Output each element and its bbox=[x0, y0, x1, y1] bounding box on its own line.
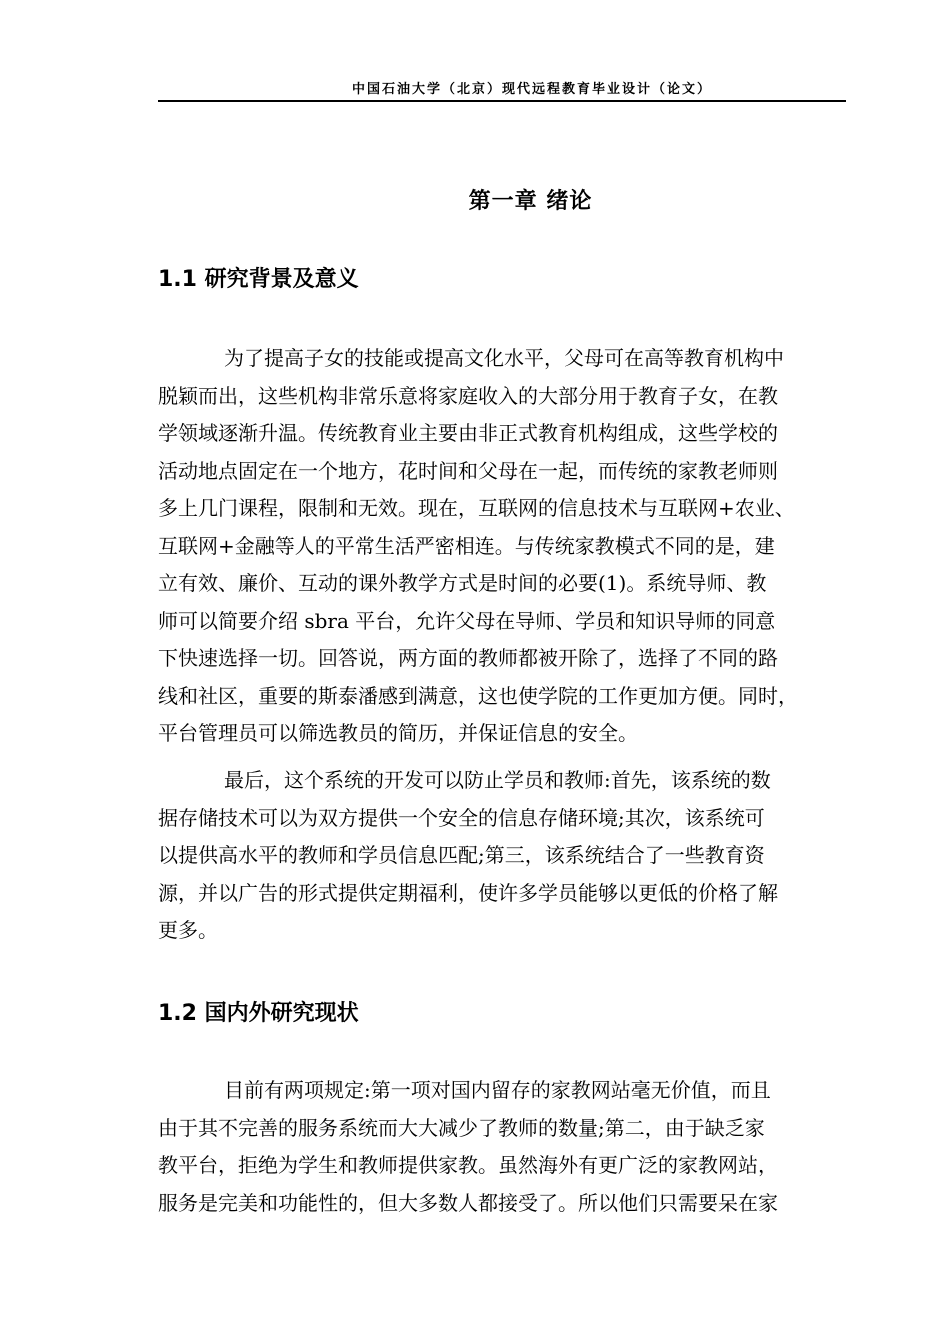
paragraph-background-2 bbox=[158, 762, 858, 950]
paragraph-line: 最后，这个系统的开发可以防止学员和教师:首先，该系统的数 bbox=[224, 768, 771, 792]
paragraph-research-status bbox=[158, 1072, 858, 1222]
paragraph-line: 活动地点固定在一个地方，花时间和父母在一起，而传统的家教老师则 bbox=[158, 458, 778, 483]
paragraph-line: 更多。 bbox=[158, 918, 218, 942]
paragraph-line: 服务是完美和功能性的，但大多数人都接受了。所以他们只需要呆在家 bbox=[158, 1190, 778, 1215]
page-header-text: 中国石油大学（北京）现代远程教育毕业设计（论文） bbox=[351, 82, 712, 97]
paragraph-line: 立有效、廉价、互动的课外教学方式是时间的必要(1)。系统导师、教 bbox=[158, 571, 767, 595]
section-heading-1-2: 1.2 国内外研究现状 bbox=[158, 1001, 359, 1026]
paragraph-line: 学领域逐渐升温。传统教育业主要由非正式教育机构组成，这些学校的 bbox=[158, 421, 778, 445]
paragraph-line: 多上几门课程，限制和无效。现在，互联网的信息技术与互联网+农业、 bbox=[158, 496, 795, 520]
paragraph-background-1 bbox=[158, 340, 858, 753]
paragraph-line: 为了提高子女的技能或提高文化水平，父母可在高等教育机构中 bbox=[224, 346, 784, 370]
section-heading-1-1: 1.1 研究背景及意义 bbox=[158, 267, 359, 292]
paragraph-line: 平台管理员可以筛选教员的简历，并保证信息的安全。 bbox=[158, 721, 638, 745]
paragraph-line: 目前有两项规定:第一项对国内留存的家教网站毫无价值，而且 bbox=[224, 1078, 771, 1102]
paragraph-line: 源，并以广告的形式提供定期福利，使许多学员能够以更低的价格了解 bbox=[158, 880, 778, 905]
paragraph-line: 由于其不完善的服务系统而大大减少了教师的数量;第二，由于缺乏家 bbox=[158, 1115, 765, 1140]
paragraph-line: 教平台，拒绝为学生和教师提供家教。虽然海外有更广泛的家教网站， bbox=[158, 1153, 778, 1177]
paragraph-line: 据存储技术可以为双方提供一个安全的信息存储环境;其次，该系统可 bbox=[158, 805, 765, 830]
paragraph-line: 以提供高水平的教师和学员信息匹配;第三，该系统结合了一些教育资 bbox=[158, 843, 765, 867]
paragraph-line: 脱颖而出，这些机构非常乐意将家庭收入的大部分用于教育子女，在教 bbox=[158, 383, 778, 408]
page-header bbox=[158, 78, 846, 102]
paragraph-line: 线和社区，重要的斯泰潘感到满意，这也使学院的工作更加方便。同时， bbox=[158, 683, 798, 708]
chapter-title: 第一章 绪论 bbox=[468, 189, 593, 214]
paragraph-line: 互联网+金融等人的平常生活严密相连。与传统家教模式不同的是，建 bbox=[158, 533, 775, 558]
paragraph-line: 下快速选择一切。回答说，两方面的教师都被开除了，选择了不同的路 bbox=[158, 646, 778, 670]
paragraph-line: 师可以简要介绍 sbra 平台，允许父母在导师、学员和知识导师的同意 bbox=[158, 608, 776, 633]
